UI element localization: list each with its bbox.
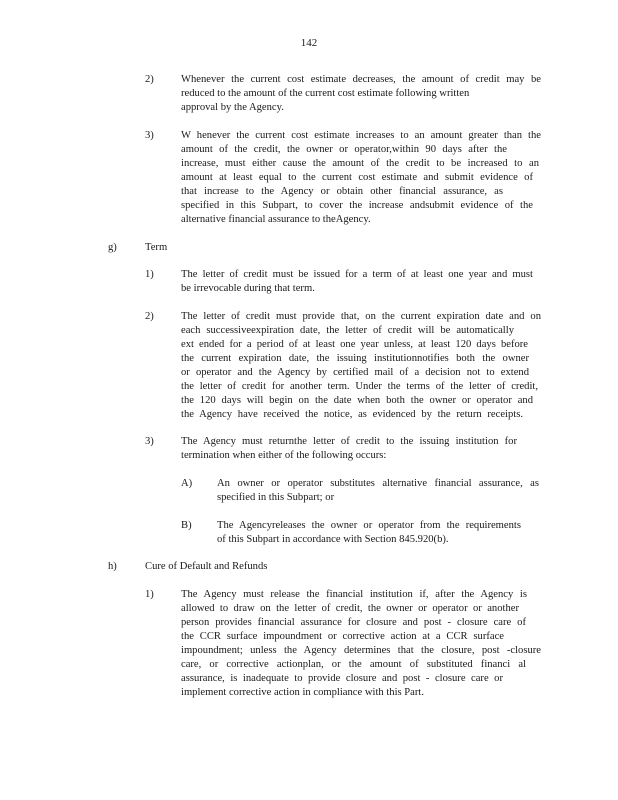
text-line: alternative financial assurance to theAgency. [181,214,371,225]
text-line: the CCR surface impoundment or corrective action at a CCR surface [181,631,504,642]
item-label: 1) [145,589,154,600]
text-line: assurance, is inadequate to provide closure and post - closure care or [181,673,503,684]
text-line: implement corrective action in compliance with this Part. [181,687,424,698]
section-title [145,241,167,255]
text-line: The letter of credit must be issued for a term of at least one year and must [181,269,533,280]
item-label: 2) [145,74,154,85]
item-label: 3) [145,436,154,447]
item-label: 3) [145,130,154,141]
text-line: the 120 days will begin on the date when both the owner or operator and [181,395,533,406]
text-line: specified in this Subpart; or [217,492,335,503]
item-label: 1) [145,269,154,280]
text-line: person provides financial assurance for closure and post - closure care of [181,617,526,628]
item-text [181,73,541,115]
section-title [145,560,267,574]
item-text [181,310,541,422]
text-line: of this Subpart in accordance with Section 845.920(b). [217,534,449,545]
text-line: specified in this Subpart, to cover the increase andsubmit evidence of the [181,200,533,211]
text-line: allowed to draw on the letter of credit, the owner or operator or another [181,603,519,614]
text-line: care, or corrective actionplan, or the amount of substituted financi al [181,659,526,670]
text-line: increase, must either cause the amount of the credit to be increased to an [181,158,539,169]
text-line: Term [145,242,168,253]
text-line: The Agencyreleases the owner or operator from the requirements [217,520,521,531]
text-line: ext ended for a period of at least one year unless, at least 120 days before [181,339,528,350]
section-label: h) [108,561,117,572]
text-line: The Agency must release the financial institution if, after the Agency is [181,589,527,600]
text-line: The letter of credit must provide that, on the current expiration date and on [181,311,541,322]
text-line: Whenever the current cost estimate decreases, the amount of credit may be [181,74,541,85]
item-text [181,129,541,227]
text-line: Cure of Default and Refunds [145,561,268,572]
page-number: 142 [300,37,318,49]
text-line: amount at least equal to the current cost estimate and submit evidence of [181,172,533,183]
section-label: g) [108,242,117,253]
text-line: impoundment; unless the Agency determines that the closure, post -closure [181,645,541,656]
text-line: the current expiration date, the issuing institutionnotifies both the owner [181,353,529,364]
text-line: W henever the current cost estimate increases to an amount greater than the [181,130,541,141]
text-line: termination when either of the following occurs: [181,450,387,461]
text-line: An owner or operator substitutes alternative financial assurance, as [217,478,539,489]
item-text [181,588,541,700]
item-text [217,477,539,505]
text-line: the Agency have received the notice, as evidenced by the return receipts. [181,409,523,420]
item-text [181,268,533,296]
text-line: each successiveexpiration date, the letter of credit will be automatically [181,325,514,336]
text-line: or operator and the Agency by certified mail of a decision not to extend [181,367,529,378]
item-label: B) [181,520,192,531]
text-line: approval by the Agency. [181,102,284,113]
item-text [181,435,517,463]
text-line: that increase to the Agency or obtain other financial assurance, as [181,186,503,197]
item-label: 2) [145,311,154,322]
text-line: be irrevocable during that term. [181,283,315,294]
item-text [217,519,521,547]
text-line: The Agency must returnthe letter of credit to the issuing institution for [181,436,517,447]
text-line: amount of the credit, the owner or operator,within 90 days after the [181,144,507,155]
text-line: the letter of credit for another term. Under the terms of the letter of credit, [181,381,538,392]
text-line: reduced to the amount of the current cost estimate following written [181,88,470,99]
item-label: A) [181,478,193,489]
